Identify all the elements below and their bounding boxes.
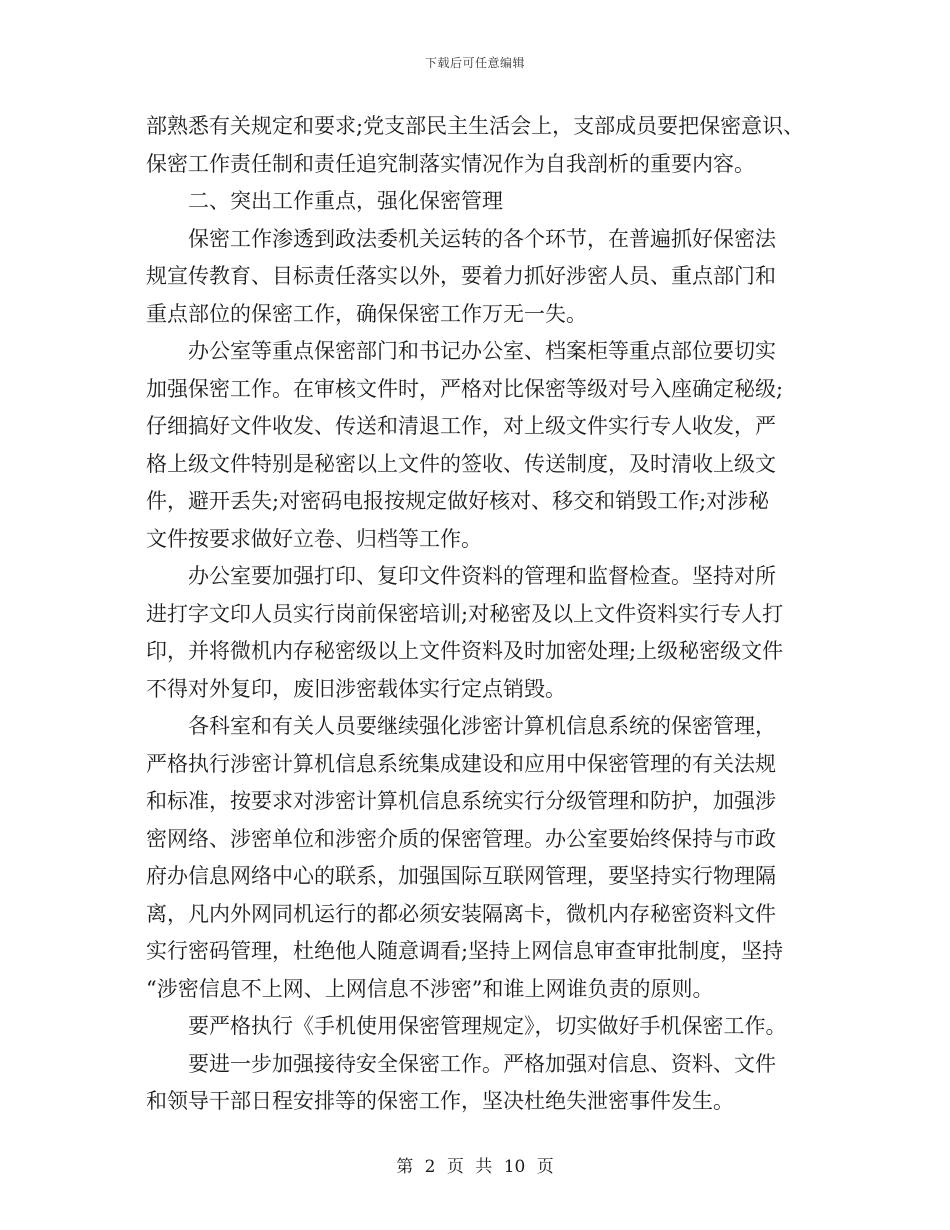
text-line: 各科室和有关人员要继续强化涉密计算机信息系统的保密管理， <box>188 714 776 738</box>
text-line: 不得对外复印，废旧涉密载体实行定点销毁。 <box>146 676 566 701</box>
text-line: 要严格执行《手机使用保密管理规定》，切实做好手机保密工作。 <box>188 1014 787 1038</box>
text-line: 密网络、涉密单位和涉密介质的保密管理。办公室要始终保持与市政 <box>146 826 776 851</box>
text-line: 和领导干部日程安排等的保密工作，坚决杜绝失泄密事件发生。 <box>146 1089 734 1113</box>
text-line: 件，避开丢失;对密码电报按规定做好核对、移交和销毁工作;对涉秘 <box>146 489 770 513</box>
text-line: 离，凡内外网同机运行的都必须安装隔离卡，微机内存秘密资料文件 <box>146 901 776 926</box>
text-line: 保密工作渗透到政法委机关运转的各个环节，在普遍抓好保密法 <box>188 226 776 251</box>
text-line: 格上级文件特别是秘密以上文件的签收、传送制度，及时清收上级文 <box>146 451 776 476</box>
text-line: 要进一步加强接待安全保密工作。严格加强对信息、资料、文件 <box>188 1051 776 1076</box>
text-line: 重点部位的保密工作，确保保密工作万无一失。 <box>146 301 587 326</box>
text-line: 文件按要求做好立卷、归档等工作。 <box>146 526 482 551</box>
text-line: 实行密码管理，杜绝他人随意调看;坚持上网信息审查审批制度，坚持 <box>146 939 784 963</box>
text-line: “涉密信息不上网、上网信息不涉密”和谁上网谁负责的原则。 <box>146 976 714 1001</box>
document-body <box>146 108 806 1121</box>
text-line: 府办信息网络中心的联系，加强国际互联网管理，要坚持实行物理隔 <box>146 864 776 888</box>
text-line: 严格执行涉密计算机信息系统集成建设和应用中保密管理的有关法规 <box>146 751 776 776</box>
text-line: 办公室要加强打印、复印文件资料的管理和监督检查。坚持对所 <box>188 564 776 588</box>
text-line: 保密工作责任制和责任追究制落实情况作为自我剖析的重要内容。 <box>146 151 755 176</box>
download-edit-note: 下载后可任意编辑 <box>424 56 525 70</box>
text-line: 加强保密工作。在审核文件时，严格对比保密等级对号入座确定秘级; <box>146 376 784 401</box>
section-heading: 二、突出工作重点，强化保密管理 <box>188 189 503 213</box>
text-line: 仔细搞好文件收发、传送和清退工作，对上级文件实行专人收发，严 <box>146 414 776 438</box>
text-line: 和标准，按要求对涉密计算机信息系统实行分级管理和防护，加强涉 <box>146 789 776 813</box>
page-number: 第 2 页 共 10 页 <box>396 1157 554 1177</box>
text-line: 规宣传教育、目标责任落实以外，要着力抓好涉密人员、重点部门和 <box>146 264 776 288</box>
text-line: 部熟悉有关规定和要求;党支部民主生活会上，支部成员要把保密意识、 <box>146 114 805 138</box>
text-line: 办公室等重点保密部门和书记办公室、档案柜等重点部位要切实 <box>188 339 776 363</box>
text-line: 印，并将微机内存秘密级以上文件资料及时加密处理;上级秘密级文件 <box>146 639 784 663</box>
text-line: 进打字文印人员实行岗前保密培训;对秘密及以上文件资料实行专人打 <box>146 601 784 626</box>
